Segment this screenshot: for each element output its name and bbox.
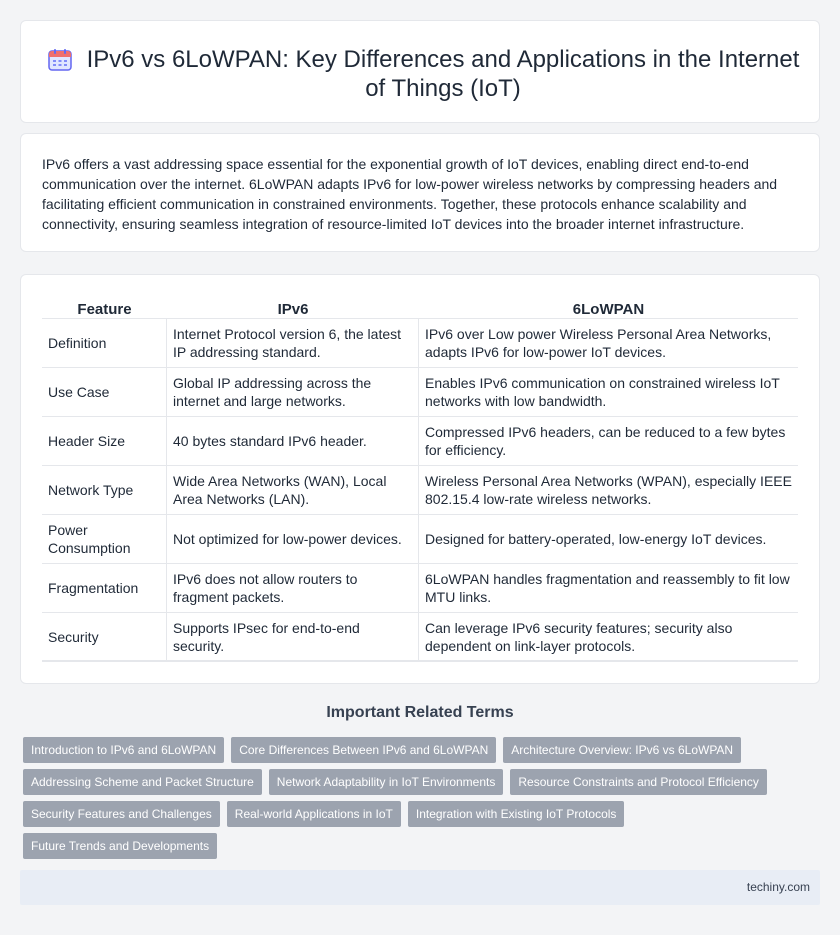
related-term-tag[interactable]: Resource Constraints and Protocol Efficiency	[510, 769, 767, 795]
cell-6lowpan: Compressed IPv6 headers, can be reduced to a few bytes for efficiency.	[419, 417, 798, 466]
intro-paragraph: IPv6 offers a vast addressing space essential for the exponential growth of IoT devices, enabling direct end-to-end communication over the internet. 6LoWPAN adapts IPv6 for low-power wireless networks by compressing headers and facilitating efficient communication in constrained environments. Together, these protocols enhance scalability and connectivity, ensuring seamless integration of resource-limited IoT devices into the broader internet infrastructure.	[42, 156, 778, 232]
intro-card	[20, 133, 820, 252]
cell-feature: Power Consumption	[42, 515, 167, 564]
related-term-tag[interactable]: Architecture Overview: IPv6 vs 6LoWPAN	[503, 737, 741, 763]
table-row	[42, 564, 798, 613]
cell-feature: Security	[42, 613, 167, 662]
cell-ipv6: Supports IPsec for end-to-end security.	[167, 613, 419, 662]
related-terms-list	[23, 737, 803, 859]
cell-6lowpan: IPv6 over Low power Wireless Personal Area Networks, adapts IPv6 for low-power IoT devices.	[419, 319, 798, 368]
table-row	[42, 417, 798, 466]
cell-6lowpan: 6LoWPAN handles fragmentation and reassembly to fit low MTU links.	[419, 564, 798, 613]
cell-6lowpan: Wireless Personal Area Networks (WPAN), especially IEEE 802.15.4 low-rate wireless networks.	[419, 466, 798, 515]
footer-brand-link[interactable]: techiny.com	[746, 880, 810, 894]
cell-ipv6: 40 bytes standard IPv6 header.	[167, 417, 419, 466]
cell-6lowpan: Enables IPv6 communication on constrained wireless IoT networks with low bandwidth.	[419, 368, 798, 417]
calendar-icon	[47, 48, 73, 72]
cell-ipv6: Global IP addressing across the internet and large networks.	[167, 368, 419, 417]
related-term-tag[interactable]: Future Trends and Developments	[23, 833, 217, 859]
related-term-tag[interactable]: Integration with Existing IoT Protocols	[408, 801, 625, 827]
cell-6lowpan: Designed for battery-operated, low-energy IoT devices.	[419, 515, 798, 564]
related-term-tag[interactable]: Network Adaptability in IoT Environments	[269, 769, 504, 795]
comparison-card	[20, 274, 820, 684]
table-row	[42, 613, 798, 662]
related-term-tag[interactable]: Addressing Scheme and Packet Structure	[23, 769, 262, 795]
cell-feature: Network Type	[42, 466, 167, 515]
table-row	[42, 515, 798, 564]
footer	[20, 870, 820, 905]
related-term-tag[interactable]: Introduction to IPv6 and 6LoWPAN	[23, 737, 224, 763]
title-card	[20, 20, 820, 123]
header-ipv6: IPv6	[167, 296, 419, 319]
cell-feature: Fragmentation	[42, 564, 167, 613]
table-row	[42, 466, 798, 515]
page-title: IPv6 vs 6LoWPAN: Key Differences and Applications in the Internet of Things (IoT)	[86, 46, 800, 102]
header-feature: Feature	[42, 296, 167, 319]
comparison-table	[42, 296, 798, 662]
related-term-tag[interactable]: Security Features and Challenges	[23, 801, 220, 827]
cell-6lowpan: Can leverage IPv6 security features; security also dependent on link-layer protocols.	[419, 613, 798, 662]
related-term-tag[interactable]: Real-world Applications in IoT	[227, 801, 401, 827]
cell-ipv6: Not optimized for low-power devices.	[167, 515, 419, 564]
cell-ipv6: Wide Area Networks (WAN), Local Area Networks (LAN).	[167, 466, 419, 515]
cell-feature: Header Size	[42, 417, 167, 466]
related-terms-title: Important Related Terms	[326, 704, 514, 721]
cell-ipv6: Internet Protocol version 6, the latest IP addressing standard.	[167, 319, 419, 368]
related-term-tag[interactable]: Core Differences Between IPv6 and 6LoWPAN	[231, 737, 496, 763]
table-row	[42, 368, 798, 417]
cell-ipv6: IPv6 does not allow routers to fragment packets.	[167, 564, 419, 613]
table-header-row	[42, 296, 798, 319]
header-6lowpan: 6LoWPAN	[419, 296, 798, 319]
cell-feature: Definition	[42, 319, 167, 368]
table-row	[42, 319, 798, 368]
cell-feature: Use Case	[42, 368, 167, 417]
